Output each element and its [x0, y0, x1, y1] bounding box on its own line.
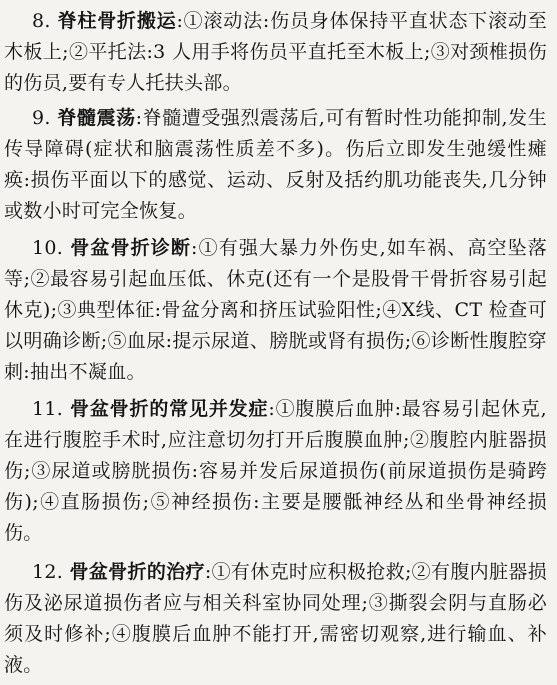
paragraph-9	[4, 103, 547, 227]
paragraph-12	[4, 557, 547, 681]
paragraph-body: :①有休克时应积极抢救;②有腹内脏器损伤及泌尿道损伤者应与相关科室协同处理;③撕裂会阴与直肠必须及时修补;④腹膜后血肿不能打开,需密切观察,进行输血、补液。	[4, 561, 547, 676]
paragraph-number: 8.	[32, 10, 51, 32]
paragraph-11	[4, 394, 547, 549]
paragraph-heading: 脊髓震荡	[57, 107, 136, 129]
paragraph-number: 12.	[32, 561, 64, 583]
paragraph-heading: 骨盆骨折诊断	[70, 237, 192, 259]
paragraph-heading: 骨盆骨折的常见并发症	[70, 398, 269, 420]
paragraph-10	[4, 233, 547, 388]
paragraph-8	[4, 6, 547, 99]
paragraph-body: :①滚动法:伤员身体保持平直状态下滚动至木板上;②平托法:3 人用手将伤员平直托至木板上;③对颈椎损伤的伤员,要有专人托扶头部。	[4, 10, 547, 94]
paragraph-body: :脊髓遭受强烈震荡后,可有暂时性功能抑制,发生传导障碍(症状和脑震荡性质差不多)。伤后立即发生弛缓性瘫痪:损伤平面以下的感觉、运动、反射及括约肌功能丧失,几分钟或数小时可完全恢复。	[4, 107, 548, 222]
paragraph-number: 9.	[32, 107, 51, 129]
paragraph-number: 10.	[32, 237, 64, 259]
paragraph-heading: 脊柱骨折搬运	[57, 10, 177, 32]
paragraph-body: :①腹膜后血肿:最容易引起休克,在进行腹腔手术时,应注意切勿打开后腹膜血肿;②腹腔内脏器损伤;③尿道或膀胱损伤:容易并发后尿道损伤(前尿道损伤是骑跨伤);④直肠损伤;⑤神经损伤:主要是腰骶神经丛和坐骨神经损伤。	[4, 398, 547, 544]
paragraph-number: 11.	[32, 398, 64, 420]
paragraph-body: :①有强大暴力外伤史,如车祸、高空坠落等;②最容易引起血压低、休克(还有一个是股骨干骨折容易引起休克);③典型体征:骨盆分离和挤压试验阳性;④X线、CT 检查可以明确诊断;⑤血尿:提示尿道、膀胱或肾有损伤;⑥诊断性腹腔穿刺:抽出不凝血。	[4, 237, 547, 383]
paragraph-heading: 骨盆骨折的治疗	[69, 561, 205, 583]
